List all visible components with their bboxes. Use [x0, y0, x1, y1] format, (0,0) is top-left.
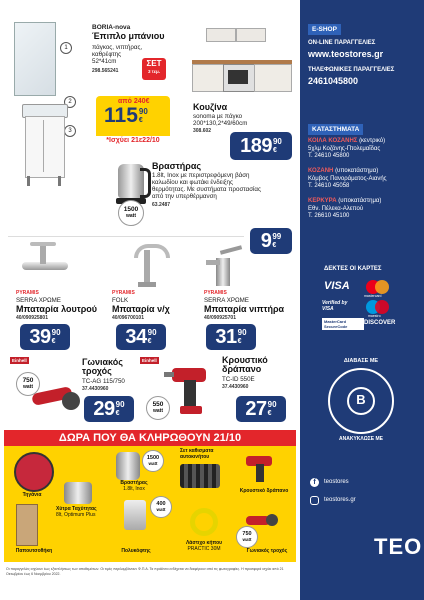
kettle-price-eur: €	[272, 242, 277, 249]
faucet3-title: Μπαταρία νιπτήρα	[204, 304, 285, 314]
faucet1-price-dec: 90	[51, 328, 61, 337]
gift-hose-spec: PRACTIC 30M	[187, 546, 221, 552]
faucet3-image	[206, 244, 246, 288]
eshop-label: E-SHOP	[308, 24, 341, 35]
faucet2-code: 40/096700101	[112, 315, 144, 321]
gift-chopper-watt-unit: watt	[156, 507, 166, 512]
discover-logo: DISCOVER	[364, 320, 396, 326]
store-1-name: ΚΟΙΛΑ ΚΟΖΑΝΗΣ	[308, 138, 358, 144]
store-3	[308, 198, 420, 221]
bath-price	[104, 105, 148, 127]
securecode-logo: MasterCard SecureCode	[322, 318, 364, 330]
bath-price-int: 115	[104, 104, 138, 127]
faucet2-brand: PYRAMIS	[112, 290, 135, 296]
store-1-phone: Τ. 24610 45800	[308, 153, 350, 159]
drill-watt-badge	[146, 396, 170, 420]
instagram-link[interactable]: teostores.gr	[324, 497, 356, 503]
gift-pans: Τηγάνια	[22, 492, 42, 498]
store-1-type: (κεντρικό)	[359, 138, 386, 144]
faucet1-image	[20, 242, 70, 288]
number-2-icon: 2	[64, 96, 76, 108]
phone-number: 2461045800	[308, 76, 359, 86]
car-seats-image	[180, 464, 220, 488]
bath-price-eur: €	[138, 117, 143, 124]
gift-grinder-watt	[236, 526, 258, 548]
drill-price-eur: €	[267, 410, 272, 417]
faucet2-image	[130, 240, 170, 288]
grinder-title-1: Γωνιακός	[82, 357, 123, 367]
bathroom-sink-image	[22, 104, 66, 186]
drill-title-1: Κρουστικό	[222, 355, 268, 365]
gifts-section	[4, 430, 296, 562]
gifts-heading: ΔΩΡΑ ΠΟΥ ΘΑ ΚΛΗΡΩΘΟΥΝ 21/10	[4, 430, 296, 446]
kitchen-image	[192, 24, 292, 92]
kettle-code: 63.2487	[152, 202, 171, 208]
drill-watt-unit: watt	[153, 408, 163, 414]
number-3-icon: 3	[64, 125, 76, 137]
grinder-price-int: 29	[93, 398, 115, 420]
set-badge-line1: ΣΕΤ	[146, 59, 162, 68]
faucet2-price-dec: 90	[147, 328, 157, 337]
bath-price-dec: 90	[138, 107, 148, 116]
drill-title-2: δράπανο	[222, 364, 262, 374]
drill-code: 37.4430960	[222, 384, 249, 390]
gift-hose-label: Λάστιχο κήπου	[185, 540, 223, 546]
kettle-price-int: 9	[260, 230, 272, 252]
gift-car-seats: Σετ καθισματα αυτοκινήτου	[180, 448, 214, 460]
mirror-title: Έπιπλο μπάνιου	[92, 31, 165, 41]
kettle-desc-1: 1.8lt, Inox με περιστρεφόμενη βάση	[152, 172, 250, 179]
grinder-price	[84, 396, 134, 422]
recycle-top-text: ΔΙΑΒΑΣΕ ΜΕ	[343, 358, 379, 364]
grinder-code: 37.4430960	[82, 386, 109, 392]
kitchen-desc-1: sonoma με πάγκο	[193, 113, 243, 120]
grinder-price-eur: €	[115, 410, 120, 417]
bath-price-from: από 240€	[118, 98, 150, 105]
grinder-watt-unit: watt	[23, 384, 33, 390]
drill-model: TC-ID 550E	[222, 376, 255, 383]
kitchen-desc-2: 200*130,2*49/60cm	[193, 120, 248, 127]
kitchen-price-dec: 90	[272, 137, 282, 146]
teo-logo: TEO	[374, 534, 423, 559]
faucet1-price-eur: €	[51, 338, 56, 345]
set-badge	[142, 58, 166, 80]
drill-price-int: 27	[245, 398, 267, 420]
cards-label: ΔΕΚΤΕΣ ΟΙ ΚΑΡΤΕΣ	[324, 266, 382, 272]
drill-brand: Einhell	[142, 358, 157, 363]
mirror-code: 298.565241	[92, 68, 119, 74]
store-2-address: Κόμβος Πανοράματος-Αιανής	[308, 175, 387, 182]
faucet3-code: 40/090925701	[204, 315, 236, 321]
gift-shoe-rack-label: Παπουτσοθήκη	[15, 548, 53, 554]
store-1-address: 5χλμ Κοζάνης-Πτολεμαΐδας	[308, 145, 381, 152]
gift-kettle-watt-value: 1500	[146, 454, 160, 461]
shoe-rack-image	[16, 504, 38, 546]
gift-grinder-label: Γωνιακός τροχός	[246, 548, 288, 554]
kitchen-code: 308.602	[193, 128, 212, 134]
gift-chopper-watt	[150, 496, 172, 518]
online-orders-label: ON-LINE ΠΑΡΑΓΓΕΛΙΕΣ	[308, 40, 376, 46]
facebook-link[interactable]: teostores	[324, 479, 349, 485]
kettle-desc-2: καλωδίου και φωτάκι ένδειξης	[152, 179, 233, 186]
kettle-watt-value: 1500	[123, 205, 139, 213]
gift-chopper-watt-value: 400	[156, 500, 166, 507]
store-3-phone: Τ. 26610 45100	[308, 213, 350, 219]
faucet1-code: 40/090925801	[16, 315, 48, 321]
store-1	[308, 138, 420, 161]
recycle-bottom-text: ΑΝΑΚΥΚΛΩΣΕ ΜΕ	[339, 436, 383, 442]
chopper-image	[124, 500, 146, 530]
faucet1-price-int: 39	[29, 326, 51, 348]
store-3-type: (υποκατάστημα)	[338, 198, 382, 204]
legal-text: Οι παραγγελίες ισχύουν έως εξαντλήσεως των αποθεμάτων. Οι τιμές περιλαμβάνουν Φ.Π.Α. Τα προϊόντα ενδέχεται να διαφέρουν από τις φωτογραφίες. Η προσφορά ισχύει από 21 Οκτωβρίου έως 6 Νοεμβρίου 2022.	[6, 567, 284, 576]
faucet2-title: Μπαταρία ν/χ	[112, 304, 170, 314]
faucet1-line: SERRA ΧΡΩΜΕ	[16, 297, 61, 304]
drill-image	[172, 362, 212, 418]
pressure-cooker-image	[64, 482, 92, 504]
store-2	[308, 168, 420, 191]
kitchen-price-eur: €	[272, 147, 277, 154]
instagram-icon[interactable]	[310, 496, 319, 505]
gift-grinder-watt-value: 750	[242, 530, 252, 537]
store-2-phone: Τ. 24610 45058	[308, 183, 350, 189]
store-3-name: ΚΕΡΚΥΡΑ	[308, 198, 337, 204]
drill-price-dec: 90	[267, 400, 277, 409]
drill-price	[236, 396, 286, 422]
faucet3-price-dec: 90	[237, 328, 247, 337]
gift-chopper-label: Πολυκόφτης	[121, 548, 151, 554]
phone-orders-label: ΤΗΛΕΦΩΝΙΚΕΣ ΠΑΡΑΓΓΕΛΙΕΣ	[308, 67, 395, 73]
verified-visa-logo: Verified by VISA	[322, 300, 348, 312]
website-link[interactable]: www.teostores.gr	[308, 49, 384, 59]
kettle-desc-4: από την υπερθέρμανση	[152, 193, 217, 200]
maestro-label: maestro	[368, 314, 381, 318]
faucet3-line: SERRA ΧΡΩΜΕ	[204, 297, 249, 304]
kettle-watt-badge	[118, 200, 144, 226]
mirror-size: 52*41cm	[92, 58, 117, 65]
faucet1-title: Μπαταρία λουτρού	[16, 304, 98, 314]
faucet2-line: FOLK	[112, 297, 129, 304]
gift-drill-image	[246, 452, 276, 482]
store-3-address: Εθν. Πέλεκα-Αλεπού	[308, 205, 364, 212]
gift-kettle-watt-unit: watt	[148, 461, 158, 466]
facebook-icon[interactable]: f	[310, 478, 319, 487]
mastercard-label: mastercard	[364, 294, 382, 298]
faucet2-price-int: 34	[125, 326, 147, 348]
hose-image	[190, 508, 218, 536]
grinder-watt-value: 750	[22, 376, 34, 384]
gift-drill-label: Κρουστικό δράπανο	[239, 488, 289, 494]
recycle-circle	[328, 368, 394, 434]
grinder-price-dec: 90	[115, 400, 125, 409]
kettle-desc-3: θερμότητας. Με συστήματα προστασίας	[152, 186, 261, 193]
faucet1-price	[20, 324, 70, 350]
grinder-image	[32, 380, 82, 416]
bath-valid-note: *Ισχύει 21ε22/10	[92, 136, 174, 146]
visa-logo: VISA	[324, 280, 350, 292]
mirror-desc-2: καθρέφτης	[92, 51, 122, 58]
gift-kettle-label: Βραστήρας	[120, 480, 148, 486]
grinder-model: TC-AG 115/750	[82, 378, 125, 385]
kettle-title: Βραστήρας	[152, 161, 202, 171]
store-2-name: ΚΟΖΑΝΗ	[308, 168, 334, 174]
number-1-icon: 1	[60, 42, 72, 54]
faucet3-price-int: 31	[215, 326, 237, 348]
kettle-watt-unit: watt	[126, 213, 136, 219]
mirror-image	[14, 22, 56, 96]
faucet2-price	[116, 324, 166, 350]
grinder-brand: Einhell	[12, 358, 27, 363]
drill-watt-value: 550	[152, 400, 164, 408]
grinder-title-2: τροχός	[82, 366, 112, 376]
stores-label: ΚΑΤΑΣΤΗΜΑΤΑ	[308, 124, 363, 135]
mirror-desc-1: πάγκος, νιπτήρας,	[92, 44, 143, 51]
gift-kettle-image	[116, 452, 140, 480]
faucet3-price-eur: €	[237, 338, 242, 345]
pan-image	[14, 452, 54, 492]
gift-kettle-spec: 1.8lt, Inox	[123, 486, 145, 492]
mirror-brand: BORIA-nova	[92, 24, 131, 31]
kitchen-price-int: 189	[240, 135, 272, 157]
kettle-price	[250, 228, 292, 254]
kitchen-price	[230, 132, 292, 160]
store-2-type: (υποκατάστημα)	[335, 168, 379, 174]
faucet3-brand: PYRAMIS	[204, 290, 227, 296]
gift-cooker-label: Χύτρα Ταχύτητας	[56, 506, 97, 512]
mastercard-logo	[366, 280, 390, 294]
faucet2-price-eur: €	[147, 338, 152, 345]
divider	[8, 236, 244, 237]
maestro-logo	[366, 300, 390, 314]
faucet3-price	[206, 324, 256, 350]
sidebar	[300, 0, 424, 600]
kettle-price-dec: 99	[272, 232, 282, 241]
set-badge-line2: 3 τεμ.	[148, 69, 160, 74]
faucet1-brand: PYRAMIS	[16, 290, 39, 296]
kitchen-title: Κουζίνα	[193, 102, 228, 112]
gift-kettle-watt	[142, 450, 164, 472]
recycle-logo-icon: B	[347, 387, 375, 415]
gift-grinder-watt-unit: watt	[242, 537, 252, 542]
gift-cooker-spec: 8lt, Optimum Plus	[56, 512, 96, 518]
